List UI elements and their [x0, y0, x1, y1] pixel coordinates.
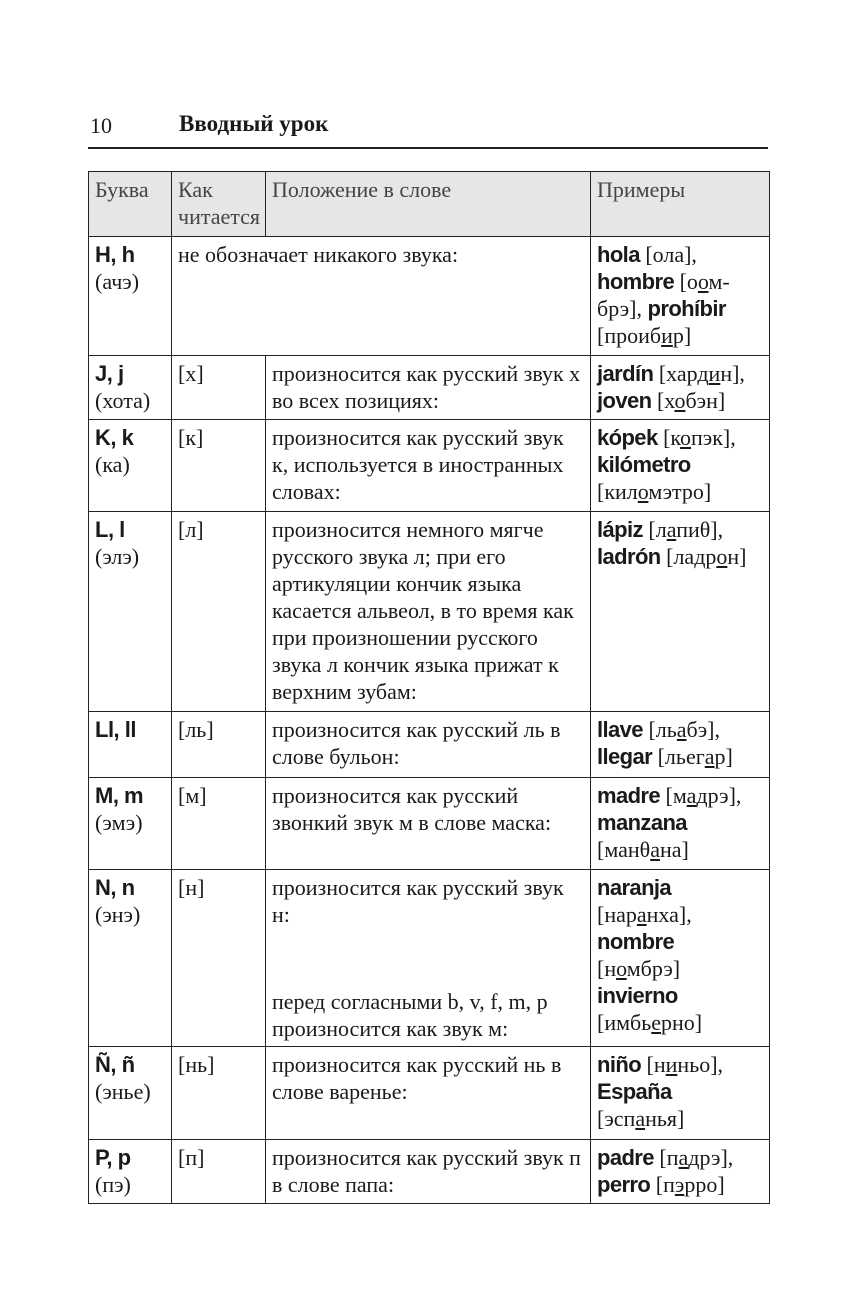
letter: N, n	[95, 875, 135, 900]
transcription: [имбь	[597, 1010, 652, 1035]
letter: P, p	[95, 1145, 131, 1170]
reading-cell: [х]	[172, 356, 266, 420]
transcription: на]	[659, 837, 689, 862]
stress-mark: а	[635, 1106, 646, 1131]
letter: H, h	[95, 242, 135, 267]
letter-name: (хота)	[95, 388, 151, 413]
example-word: nombre	[597, 929, 675, 954]
table-row	[89, 512, 770, 712]
transcription: дрэ],	[688, 1145, 734, 1170]
example-word: invierno	[597, 983, 678, 1008]
table-row	[89, 1047, 770, 1140]
page-header	[88, 111, 768, 149]
letter-cell	[89, 237, 172, 356]
description-cell	[266, 778, 591, 870]
transcription: р]	[714, 744, 733, 769]
examples-cell	[591, 1047, 770, 1140]
example-word: España	[597, 1079, 672, 1104]
stress-mark: а	[676, 717, 687, 742]
letter: Ñ, ñ	[95, 1052, 135, 1077]
letter-name: (элэ)	[95, 544, 140, 569]
transcription: рро]	[684, 1172, 725, 1197]
stress-mark: и	[661, 323, 673, 348]
description-cell	[266, 712, 591, 778]
transcription: н]	[727, 544, 747, 569]
example-word: kópek	[597, 425, 658, 450]
table-header-row	[89, 172, 770, 237]
example-word: hombre	[597, 269, 675, 294]
transcription: [л	[648, 517, 667, 542]
example-word: perro	[597, 1172, 651, 1197]
description: произносится как русский нь в слове варенье:	[272, 1052, 562, 1104]
letter-name: (ачэ)	[95, 269, 140, 294]
transcription: дрэ],	[696, 783, 742, 808]
transcription: [проиб	[597, 323, 662, 348]
transcription: [эсп	[597, 1106, 636, 1131]
table-row	[89, 237, 770, 356]
transcription: [нар	[597, 902, 637, 927]
transcription: н],	[720, 361, 745, 386]
stress-mark: а	[678, 1145, 689, 1170]
stress-mark: и	[708, 361, 721, 386]
letter: L, l	[95, 517, 125, 542]
transcription: [п	[659, 1145, 679, 1170]
example-word: hola	[597, 242, 640, 267]
example-word: naranja	[597, 875, 672, 900]
letter-cell	[89, 778, 172, 870]
column-header-position: Положение в слове	[266, 172, 591, 237]
example-word: lápiz	[597, 517, 643, 542]
transcription: р]	[672, 323, 692, 348]
letter: M, m	[95, 783, 144, 808]
letter-cell	[89, 356, 172, 420]
transcription: [хард	[658, 361, 709, 386]
transcription: [м	[665, 783, 687, 808]
description: произносится немного мягче русского звука л; при его артикуляции кончик языка касается альвеол, в то время как при произношении русского звука л кончик языка прижат к верхним зубам:	[272, 517, 574, 704]
letter: Ll, ll	[95, 717, 136, 742]
stress-mark: е	[651, 1010, 662, 1035]
table-row	[89, 420, 770, 512]
letter-name: (ка)	[95, 452, 130, 477]
letter-cell	[89, 712, 172, 778]
stress-mark: а	[704, 744, 715, 769]
transcription: [ладр	[666, 544, 717, 569]
spacer	[272, 928, 585, 988]
column-header-reading: Как читается	[172, 172, 266, 237]
transcription: рно]	[661, 1010, 703, 1035]
example-word: jardín	[597, 361, 654, 386]
table-row	[89, 1140, 770, 1204]
example-word: llave	[597, 717, 643, 742]
examples-cell	[591, 712, 770, 778]
description: произносится как русский звук х во всех позициях:	[272, 361, 581, 413]
transcription: [н	[646, 1052, 666, 1077]
description: произносится как русский звук к, используется в иностранных словах:	[272, 425, 564, 504]
description-cell	[266, 870, 591, 1047]
letter: K, k	[95, 425, 134, 450]
transcription: ньо],	[677, 1052, 724, 1077]
reading-cell: [л]	[172, 512, 266, 712]
letter-cell	[89, 1047, 172, 1140]
example-word: manzana	[597, 810, 687, 835]
stress-mark: а	[686, 783, 697, 808]
example-word: ladrón	[597, 544, 661, 569]
stress-mark: о	[616, 956, 627, 981]
stress-mark: э	[674, 1172, 685, 1197]
stress-mark: а	[666, 517, 677, 542]
column-header-examples: Примеры	[591, 172, 770, 237]
description-secondary: перед согласными b, v, f, m, p произносится как звук м:	[272, 989, 548, 1041]
letter-name: (энье)	[95, 1079, 151, 1104]
stress-mark: о	[637, 479, 649, 504]
example-word: kilómetro	[597, 452, 691, 477]
description: произносится как русский звук н:	[272, 875, 564, 927]
reading-cell: [н]	[172, 870, 266, 1047]
transcription: нья]	[645, 1106, 685, 1131]
example-word: prohíbir	[647, 296, 726, 321]
table-row	[89, 778, 770, 870]
reading-cell: [нь]	[172, 1047, 266, 1140]
transcription: бэ],	[686, 717, 721, 742]
transcription: [ола],	[645, 242, 697, 267]
letter-name: (эмэ)	[95, 810, 143, 835]
reading-cell: [п]	[172, 1140, 266, 1204]
examples-cell	[591, 1140, 770, 1204]
table-row	[89, 712, 770, 778]
chapter-title: Вводный урок	[179, 111, 329, 136]
stress-mark: о	[716, 544, 728, 569]
column-header-letter: Буква	[89, 172, 172, 237]
letter-cell	[89, 512, 172, 712]
description-cell	[266, 420, 591, 512]
reading-cell: [м]	[172, 778, 266, 870]
example-word: llegar	[597, 744, 653, 769]
transcription: мбрэ]	[626, 956, 681, 981]
description-cell	[266, 1140, 591, 1204]
transcription: [к	[663, 425, 680, 450]
letter-cell	[89, 870, 172, 1047]
stress-mark: о	[697, 269, 709, 294]
letter-cell	[89, 420, 172, 512]
examples-cell	[591, 870, 770, 1047]
description-cell	[266, 356, 591, 420]
reading-cell: [ль]	[172, 712, 266, 778]
description-cell	[266, 1047, 591, 1140]
transcription: [манθ	[597, 837, 651, 862]
example-word: madre	[597, 783, 661, 808]
page-number: 10	[90, 113, 112, 138]
table-row	[89, 870, 770, 1047]
description: произносится как русский ль в слове бульон:	[272, 717, 561, 769]
transcription: пиθ],	[676, 517, 724, 542]
stress-mark: о	[680, 425, 691, 450]
stress-mark: а	[636, 902, 647, 927]
transcription: нха],	[646, 902, 692, 927]
examples-cell	[591, 512, 770, 712]
example-word: niño	[597, 1052, 642, 1077]
description-cell	[172, 237, 591, 356]
transcription: [п	[655, 1172, 675, 1197]
transcription: мэтро]	[648, 479, 712, 504]
pronunciation-table	[88, 171, 770, 1204]
examples-cell	[591, 778, 770, 870]
transcription: м-	[708, 269, 730, 294]
examples-cell	[591, 356, 770, 420]
description: не обозначает никакого звука:	[178, 242, 459, 267]
letter: J, j	[95, 361, 124, 386]
examples-cell	[591, 237, 770, 356]
transcription: пэк],	[691, 425, 736, 450]
description-cell	[266, 512, 591, 712]
stress-mark: а	[650, 837, 660, 862]
description: произносится как русский звонкий звук м в слове маска:	[272, 783, 552, 835]
transcription: [льег	[657, 744, 705, 769]
transcription: [н	[597, 956, 617, 981]
letter-name: (пэ)	[95, 1172, 131, 1197]
examples-cell	[591, 420, 770, 512]
transcription: [о	[679, 269, 698, 294]
letter-name: (энэ)	[95, 902, 141, 927]
stress-mark: о	[674, 388, 686, 413]
transcription: [кил	[597, 479, 638, 504]
reading-cell: [к]	[172, 420, 266, 512]
letter-cell	[89, 1140, 172, 1204]
transcription: [х	[656, 388, 675, 413]
description: произносится как русский звук п в слове папа:	[272, 1145, 581, 1197]
table-row	[89, 356, 770, 420]
example-word: padre	[597, 1145, 654, 1170]
transcription: [ль	[648, 717, 677, 742]
transcription: бэн]	[685, 388, 726, 413]
example-word: joven	[597, 388, 652, 413]
stress-mark: и	[665, 1052, 678, 1077]
transcription: брэ],	[597, 296, 643, 321]
